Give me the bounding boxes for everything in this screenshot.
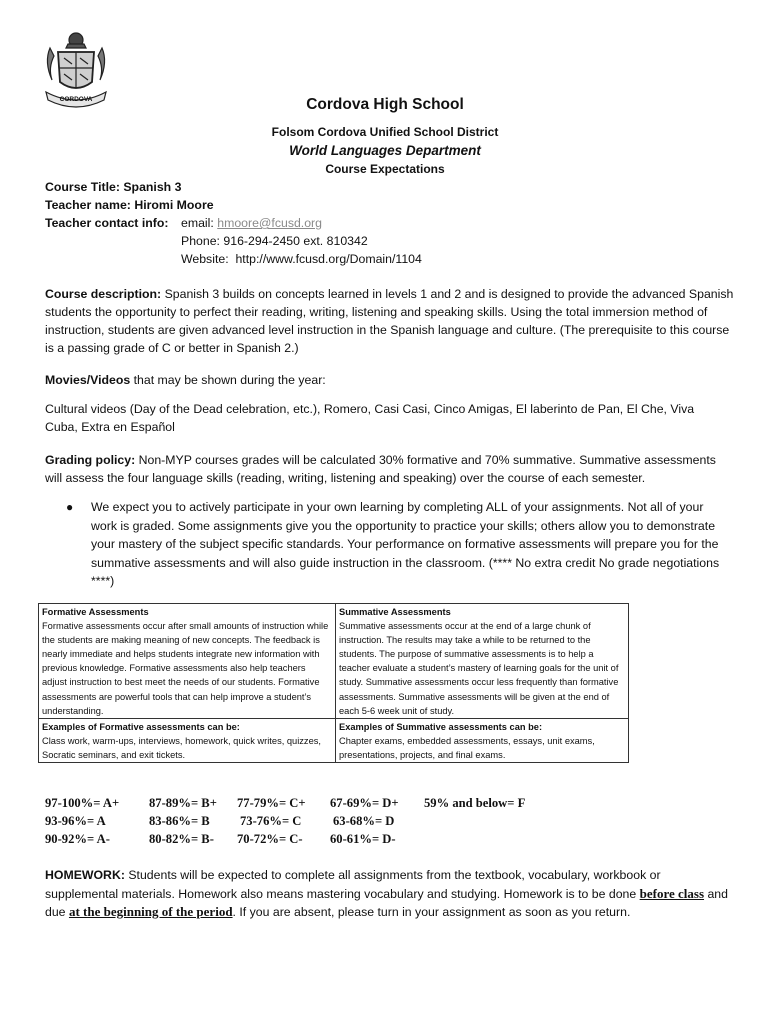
formative-heading: Formative Assessments: [42, 607, 149, 617]
formative-examples-heading: Examples of Formative assessments can be:: [42, 721, 240, 732]
homework-paragraph: HOMEWORK: Students will be expected to complete all assignments from the textbook, vocabulary, workbook or supplemental materials. Homework also means mastering vocabulary and studying. Homework is to be done before class and due at the beginning of the period. If you are absent, please turn in your assignment as soon as you return.: [45, 868, 728, 919]
grade-item: 77-79%= C+: [237, 796, 306, 810]
grade-item: 59% and below= F: [424, 796, 526, 810]
summative-examples-heading: Examples of Summative assessments can be:: [339, 721, 543, 732]
bullet-icon: ●: [66, 500, 74, 514]
website-url[interactable]: http://www.fcusd.org/Domain/1104: [235, 252, 422, 266]
table-row: [39, 718, 629, 762]
grade-item: 83-86%= B: [149, 814, 210, 828]
grade-item: 67-69%= D+: [330, 796, 399, 810]
department-name: World Languages Department: [289, 143, 481, 158]
assessment-table: [38, 603, 629, 763]
course-description: Course description: Spanish 3 builds on concepts learned in levels 1 and 2 and is designed to provide the advanced Spanish students the opportunity to perfect their reading, writing, listening and speaking skills. Using the total immersion method of instruction, students are given advanced level instruction in the Spanish language and culture. (The prerequisite to this course is a passing grade of C or better in Spanish 2.): [45, 287, 734, 355]
grade-item: 90-92%= A-: [45, 832, 110, 846]
homework-emphasis: before class: [639, 885, 705, 901]
document-subtitle: Course Expectations: [325, 162, 445, 176]
email-link[interactable]: hmoore@fcusd.org: [217, 216, 322, 230]
formative-cell: [39, 604, 336, 719]
movies-list: Cultural videos (Day of the Dead celebration, etc.), Romero, Casi Casi, Cinco Amigas, El laberinto de Pan, El Che, Viva Cuba, Extra en Español: [45, 402, 695, 434]
grade-item: 63-68%= D: [333, 814, 395, 828]
grade-item: 97-100%= A+: [45, 796, 120, 810]
formative-text: Formative assessments occur after small amounts of instruction while the students are making meaning of new concepts. The feedback is nearly immediate and helps students integrate new information with previous knowledge. Formative assessments also help teachers adjust instruction to best meet the needs of our students. Formative assessments are powerful tools that can help improve a student’s understanding.: [42, 621, 329, 716]
grading-policy: Grading policy: Non-MYP courses grades will be calculated 30% formative and 70% summative. Summative assessments will assess the four language skills (reading, writing, listening and speaking) over the course of each semester.: [45, 453, 716, 485]
contact-label: Teacher contact info:: [45, 216, 169, 230]
summative-heading: Summative Assessments: [339, 607, 451, 617]
grade-item: 93-96%= A: [45, 814, 106, 828]
grade-item: 80-82%= B-: [149, 832, 214, 846]
grading-bullet: We expect you to actively participate in your own learning by completing ALL of your assignments. Not all of your work is graded. Some assignments give you the opportunity to practice your skills; others allow you to demonstrate your mastery of the subject specific standards. Your performance on formative assessments will prepare you for the summative assessments and will also guide instruction in the classroom. (**** No extra credit No grade negotiations ****): [91, 500, 720, 588]
email-line: email: hmoore@fcusd.org: [181, 216, 322, 230]
course-title-line: Course Title: Spanish 3: [45, 180, 182, 194]
grade-item: 60-61%= D-: [330, 832, 396, 846]
website-line: Website: http://www.fcusd.org/Domain/1104: [181, 252, 422, 266]
formative-examples-cell: [39, 718, 336, 762]
grade-item: 70-72%= C-: [237, 832, 303, 846]
district-name: Folsom Cordova Unified School District: [271, 125, 499, 139]
grade-item: 73-76%= C: [240, 814, 302, 828]
formative-examples: Class work, warm-ups, interviews, homework, quick writes, quizzes, Socratic seminars, and exit tickets.: [42, 735, 321, 760]
movies-heading: Movies/Videos that may be shown during the year:: [45, 373, 326, 387]
homework-emphasis: at the beginning of the period: [68, 904, 233, 919]
grade-item: 87-89%= B+: [149, 796, 217, 810]
table-row: [39, 604, 629, 719]
phone-line: Phone: 916-294-2450 ext. 810342: [181, 234, 368, 248]
summative-text: Summative assessments occur at the end of a large chunk of instruction. The results may take a while to be returned to the students. The purpose of summative assessments is to help a teacher evaluate a student’s mastery of learning goals for the unit of study. Summative assessments occur less frequently than formative assessments. Summative assessments will be given at the end of each 5-6 week unit of study.: [339, 621, 619, 716]
summative-cell: [336, 604, 629, 719]
school-title: Cordova High School: [306, 96, 464, 113]
summative-examples-cell: [336, 718, 629, 762]
teacher-name-line: Teacher name: Hiromi Moore: [45, 198, 214, 212]
summative-examples: Chapter exams, embedded assessments, essays, unit exams, presentations, projects, and final exams.: [339, 735, 595, 760]
svg-text:CORDOVA: CORDOVA: [59, 96, 93, 103]
